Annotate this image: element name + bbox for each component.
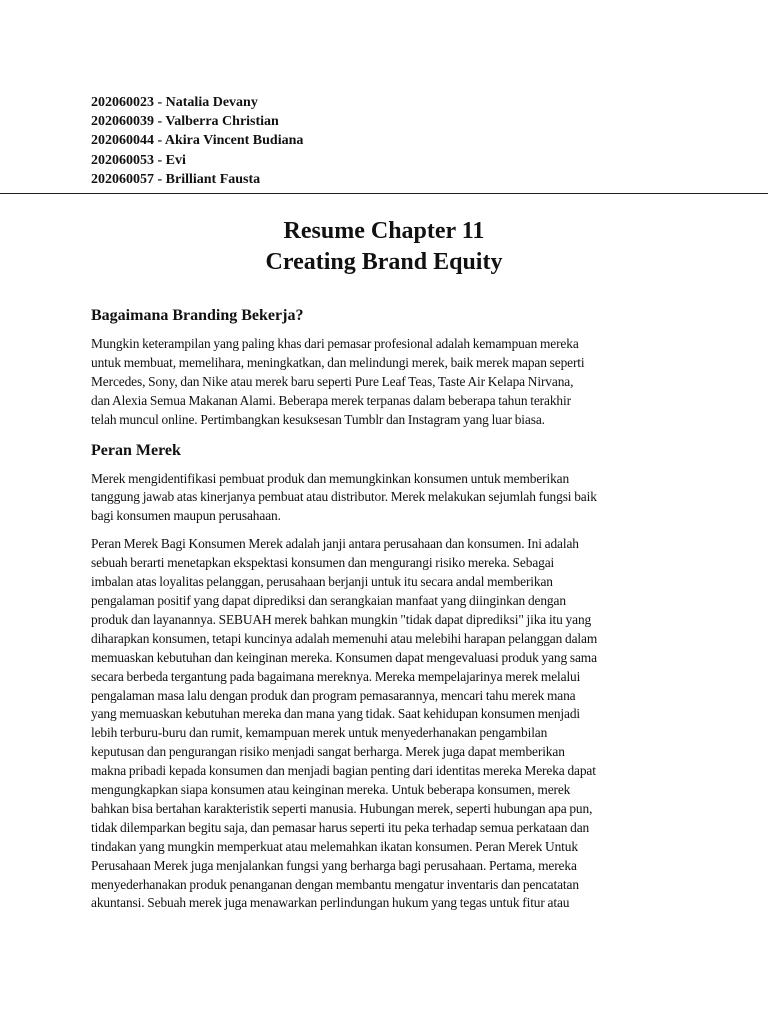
title-line-1: Resume Chapter 11: [283, 218, 485, 244]
text-line: untuk membuat, memelihara, meningkatkan, dan melindungi merek, baik merek mapan seperti: [91, 354, 585, 370]
text-line: tanggung jawab atas kinerjanya pembuat atau distributor. Merek melakukan sejumlah fungsi baik: [91, 489, 597, 505]
text-line: Mungkin keterampilan yang paling khas dari pemasar profesional adalah kemampuan mereka: [91, 336, 579, 351]
text-line: pengalaman positif yang dapat diprediksi dan serangkaian manfaat yang diinginkan dengan: [91, 592, 566, 608]
author-line: 202060057 - Brilliant Fausta: [91, 171, 261, 187]
paragraph-peran-merek-detail: [91, 535, 681, 913]
section-heading-branding: Bagaimana Branding Bekerja?: [91, 307, 304, 324]
text-line: Merek mengidentifikasi pembuat produk dan memungkinkan konsumen untuk memberikan: [91, 470, 570, 486]
text-line: dan Alexia Semua Makanan Alami. Beberapa merek terpanas dalam beberapa tahun terakhir: [91, 392, 571, 408]
text-line: akuntansi. Sebuah merek juga menawarkan perlindungan hukum yang tegas untuk fitur atau: [91, 895, 570, 911]
text-line: Peran Merek Bagi Konsumen Merek adalah janji antara perusahaan dan konsumen. Ini adalah: [91, 536, 579, 552]
text-line: menyederhanakan produk penanganan dengan membantu mengatur inventaris dan pencatatan: [91, 876, 579, 892]
paragraph-branding: [91, 335, 681, 430]
horizontal-divider: [0, 193, 768, 194]
text-line: memuaskan kebutuhan dan keinginan mereka. Konsumen dapat mengevaluasi produk yang sama: [91, 649, 597, 665]
author-list: [91, 93, 303, 189]
text-line: yang memuaskan kebutuhan mereka dan mana yang tidak. Saat kehidupan konsumen menjadi: [91, 706, 581, 722]
text-line: keputusan dan pengurangan risiko menjadi sangat berharga. Merek juga dapat memberikan: [91, 744, 565, 760]
document-title: [0, 216, 768, 278]
section-heading-peran-merek: Peran Merek: [91, 441, 181, 459]
text-line: diharapkan konsumen, tetapi kuncinya adalah memenuhi atau melebihi harapan pelanggan dalam: [91, 630, 598, 646]
author-line: 202060053 - Evi: [91, 152, 186, 168]
text-line: Mercedes, Sony, dan Nike atau merek baru seperti Pure Leaf Teas, Taste Air Kelapa Nirvana,: [91, 373, 574, 389]
text-line: telah muncul online. Pertimbangkan kesuksesan Tumblr dan Instagram yang luar biasa.: [91, 411, 545, 427]
text-line: makna pribadi kepada konsumen dan menjadi bagian penting dari identitas mereka Mereka dapat: [91, 763, 596, 779]
author-line: 202060039 - Valberra Christian: [91, 114, 279, 130]
text-line: pengalaman masa lalu dengan produk dan program pemasarannya, mencari tahu merek mana: [91, 687, 576, 703]
text-line: bagi konsumen maupun perusahaan.: [91, 508, 281, 524]
text-line: Perusahaan Merek juga menjalankan fungsi yang berharga bagi perusahaan. Pertama, mereka: [91, 857, 577, 873]
text-line: secara berbeda tergantung pada bagaimana mereknya. Mereka mempelajarinya merek melalui: [91, 668, 581, 684]
text-line: sebuah berarti menetapkan ekspektasi konsumen dan mengurangi risiko mereka. Sebagai: [91, 555, 555, 571]
text-line: tindakan yang mungkin memperkuat atau melemahkan ikatan konsumen. Peran Merek Untuk: [91, 838, 578, 854]
text-line: bahkan bisa bertahan karakteristik seperti manusia. Hubungan merek, seperti hubungan apa pun,: [91, 800, 593, 816]
author-line: 202060044 - Akira Vincent Budiana: [91, 133, 304, 149]
text-line: tidak dilemparkan begitu saja, dan pemasar harus seperti itu peka terhadap semua perkataan dan: [91, 819, 590, 835]
title-line-2: Creating Brand Equity: [265, 249, 503, 275]
document-body: [91, 305, 681, 922]
author-line: 202060023 - Natalia Devany: [91, 95, 258, 110]
text-line: imbalan atas loyalitas pelanggan, perusahaan berjanji untuk itu secara andal memberikan: [91, 574, 553, 590]
paragraph-peran-merek-intro: [91, 470, 681, 527]
text-line: lebih terburu-buru dan rumit, kemampuan merek untuk menyederhanakan pengambilan: [91, 725, 548, 741]
text-line: mengungkapkan siapa konsumen atau keinginan mereka. Untuk beberapa konsumen, merek: [91, 782, 571, 798]
text-line: produk dan layanannya. SEBUAH merek bahkan mungkin "tidak dapat diprediksi" jika itu yang: [91, 611, 592, 627]
